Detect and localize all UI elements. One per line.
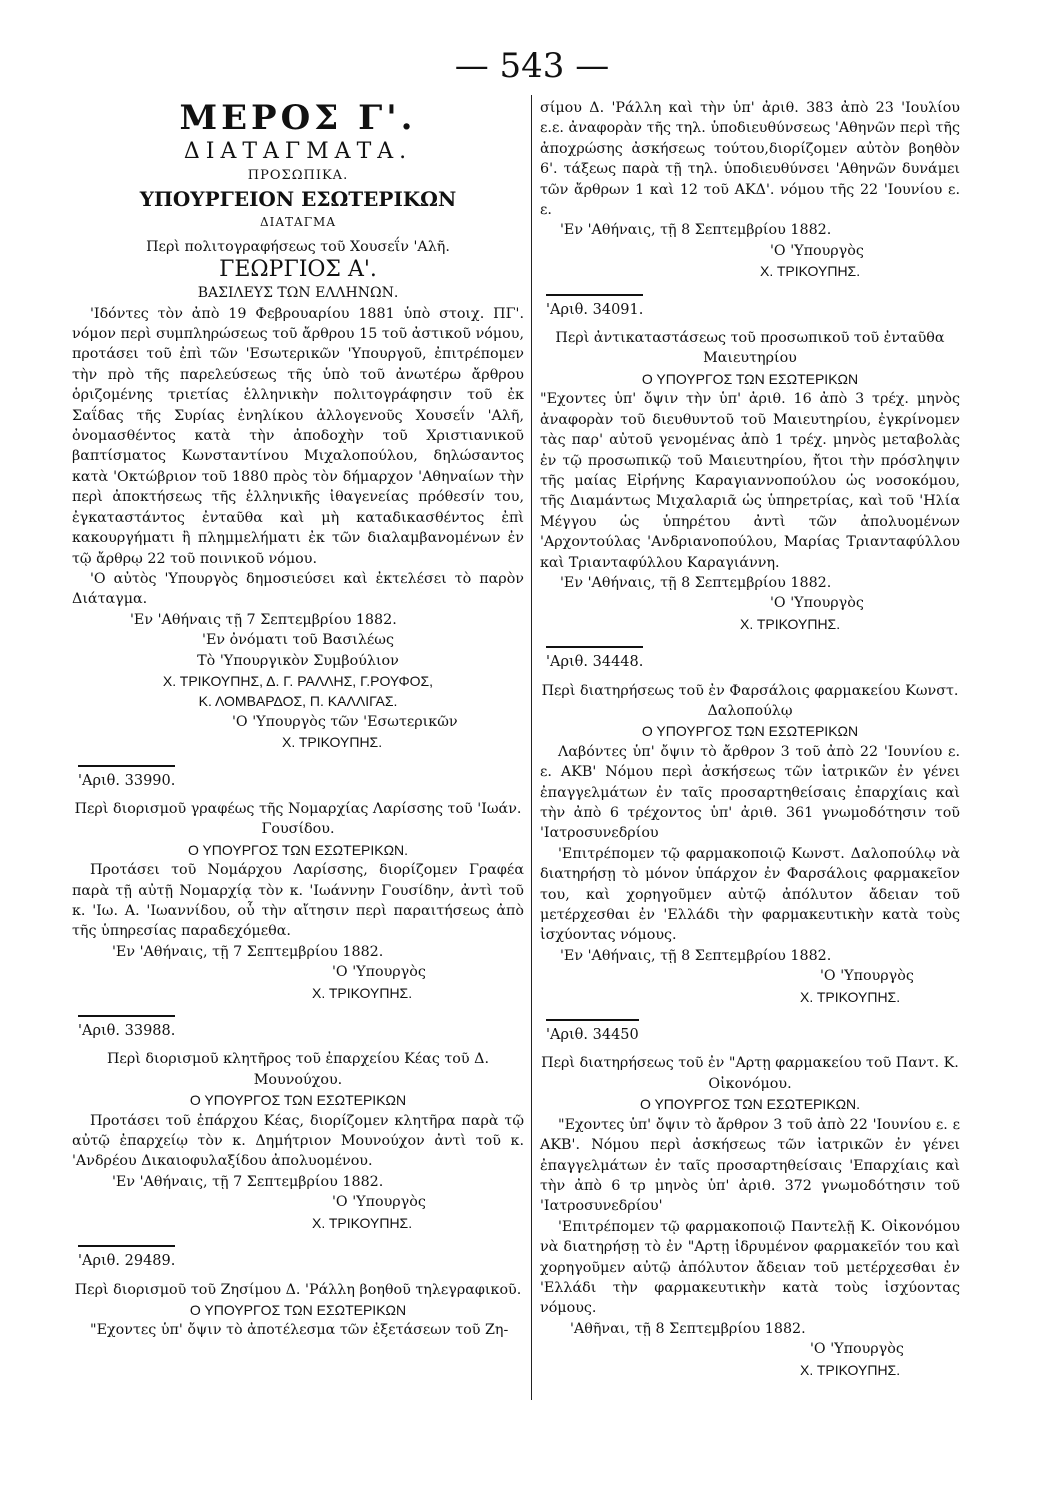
item-number: 'Αριθ. 29489. — [78, 1245, 175, 1271]
item-date: 'Εν 'Αθήναις, τῇ 7 Σεπτεμβρίου 1882. — [112, 1173, 384, 1190]
item-subject: Περὶ διορισμοῦ γραφέως τῆς Νομαρχίας Λαρίσσης τοῦ 'Ιωάν. Γουσίδου. — [74, 800, 522, 838]
continuation-signature: Χ. ΤΡΙΚΟΥΠΗΣ. — [760, 263, 861, 280]
item-signature: Χ. ΤΡΙΚΟΥΠΗΣ. — [740, 615, 841, 632]
item-date: 'Εν 'Αθήναις, τῇ 8 Σεπτεμβρίου 1882. — [560, 947, 832, 964]
item-minister: 'Ο 'Υπουργὸς — [770, 595, 864, 612]
continuation-minister: 'Ο 'Υπουργὸς — [770, 242, 864, 259]
item-minister: 'Ο 'Υπουργὸς — [332, 964, 426, 981]
item-number: 'Αριθ. 33990. — [78, 765, 175, 791]
item-body-2: 'Επιτρέπομεν τῷ φαρμακοποιῷ Κωνστ. Δαλοπούλῳ νὰ διατηρήσῃ τὸ μόνον ὑπάρχον ἐν Φαρσάλοις φαρμακεῖον του, καὶ χορηγοῦμεν αὐτῷ ἀπόλυτον ἄδειαν τοῦ μετέρχεσθαι ἐν 'Ελλάδι τὴν φαρμακευτικὴν κατὰ τοὺς ἰσχύοντας νόμους. — [540, 845, 960, 944]
item-ministry: Ο ΥΠΟΥΡΓΟΣ ΤΩΝ ΕΣΩΤΕΡΙΚΩΝ — [641, 370, 859, 387]
item-body: "Εχοντες ὑπ' ὄψιν τὴν ὑπ' ἀριθ. 16 ἀπὸ 3 τρέχ. μηνὸς ἀναφορὰν τοῦ διευθυντοῦ τοῦ Μαιευτηρίου, ἐγκρίνομεν τὰς παρ' αὐτοῦ γενομένας ἀπὸ 1 τρέχ. μηνὸς μεταβολὰς ἐν τῷ προσωπικῷ τοῦ Μαιευτηρίου, ἤτοι τὴν πρόσληψιν τῆς μαίας Εἰρήνης Καραγιαννοπούλου ὡς νοσοκόμου, τῆς Διαμάντως Μιχαλαριᾶ ὡς ὑπηρετρίας, καὶ τοῦ 'Ηλία Μέγγου ὡς ὑπηρέτου ἀντὶ τῶν ἀπολυομένων 'Αρχοντούλας 'Ανδριανοπούλου, Μαρίας Τριανταφύλλου καὶ Τριανταφύλλου Καραγιάννη. — [540, 391, 960, 571]
decree-signature: Χ. ΤΡΙΚΟΥΠΗΣ. — [282, 734, 383, 751]
item-body: "Εχοντες ὑπ' ὄψιν τὸ ἄρθρον 3 τοῦ ἀπὸ 22 'Ιουνίου ε. ε ΑΚΒ'. Νόμου περὶ ἀσκήσεως τῶν ἰατρικῶν ἐν γένει ἐπαγγελμάτων ἐν ταῖς προσαρτηθείσαις 'Επαρχίαις καὶ τὴν ἀπὸ 6 τρ μηνὸς ὑπ' ἀριθ. 372 γνωμοδότησιν τοῦ 'Ιατροσυνεδρίου' — [540, 1116, 960, 1215]
left-column — [72, 98, 524, 1341]
item-date: 'Αθῆναι, τῇ 8 Σεπτεμβρίου 1882. — [570, 1320, 806, 1337]
item-ministry: Ο ΥΠΟΥΡΓΟΣ ΤΩΝ ΕΣΩΤΕΡΙΚΩΝ. — [187, 841, 409, 858]
item-minister: 'Ο 'Υπουργὸς — [332, 1194, 426, 1211]
item-signature: Χ. ΤΡΙΚΟΥΠΗΣ. — [312, 1214, 413, 1231]
personal-heading: ΠΡΟΣΩΠΙΚΑ. — [247, 168, 349, 183]
page-number: — 543 — — [454, 46, 610, 86]
item-signature: Χ. ΤΡΙΚΟΥΠΗΣ. — [800, 988, 901, 1005]
continuation-body: σίμου Δ. 'Ράλλη καὶ τὴν ὑπ' ἀριθ. 383 ἀπὸ 23 'Ιουλίου ε.ε. ἀναφορὰν τῆς τηλ. ὑποδιευθύνσεως 'Αθηνῶν περὶ τῆς ἀποχρώσης ἀσκήσεως τούτου,διορίζομεν αὐτὸν βοηθὸν 6'. τάξεως παρὰ τῇ τηλ. ὑποδιευθύνσει 'Αθηνῶν δυνάμει τῶν ἄρθρων 1 καὶ 12 τοῦ ΑΚΔ'. νόμου τῆς 22 'Ιουνίου ε. ε. — [540, 100, 960, 219]
item-ministry: Ο ΥΠΟΥΡΓΟΣ ΤΩΝ ΕΣΩΤΕΡΙΚΩΝ — [189, 1301, 407, 1318]
item-date: 'Εν 'Αθήναις, τῇ 8 Σεπτεμβρίου 1882. — [560, 574, 832, 591]
item-signature: Χ. ΤΡΙΚΟΥΠΗΣ. — [800, 1361, 901, 1378]
item-minister: 'Ο 'Υπουργὸς — [810, 1341, 904, 1358]
minister-interior: 'Ο 'Υπουργὸς τῶν 'Εσωτερικῶν — [232, 713, 458, 730]
item-body: Λαβόντες ὑπ' ὄψιν τὸ ἄρθρον 3 τοῦ ἀπὸ 22 'Ιουνίου ε. ε. ΑΚΒ' Νόμου περὶ ἀσκήσεως τῶν ἰατρικῶν ἐν γένει ἐπαγγελμάτων ἐν ταῖς προσαρτηθείσαις ἐπαρχίαις καὶ τὴν ἀπὸ 6 τρέχοντος ὑπ' ἀριθ. 361 γνωμοδότησιν τοῦ 'Ιατροσυνεδρίου — [540, 743, 960, 842]
item-ministry: Ο ΥΠΟΥΡΓΟΣ ΤΩΝ ΕΣΩΤΕΡΙΚΩΝ — [641, 723, 859, 740]
part-title: ΜΕΡΟΣ Γ'. — [179, 98, 417, 138]
item-subject: Περὶ διατηρήσεως τοῦ ἐν Φαρσάλοις φαρμακείου Κωνστ. Δαλοπούλῳ — [541, 682, 959, 719]
item-subject: Περὶ διορισμοῦ τοῦ Ζησίμου Δ. 'Ράλλη βοηθοῦ τηλεγραφικοῦ. — [74, 1281, 522, 1298]
item-ministry: Ο ΥΠΟΥΡΓΟΣ ΤΩΝ ΕΣΩΤΕΡΙΚΩΝ — [189, 1092, 407, 1109]
item-ministry: Ο ΥΠΟΥΡΓΟΣ ΤΩΝ ΕΣΩΤΕΡΙΚΩΝ. — [639, 1096, 861, 1113]
item-minister: 'Ο 'Υπουργὸς — [820, 968, 914, 985]
item-number: 'Αριθ. 33988. — [78, 1015, 175, 1041]
in-name-of-king: 'Εν ὀνόματι τοῦ Βασιλέως — [202, 632, 394, 649]
right-column — [540, 98, 960, 1380]
item-body: "Εχοντες ὑπ' ὄψιν τὸ ἀποτέλεσμα τῶν ἐξετάσεων τοῦ Ζη- — [90, 1322, 509, 1339]
item-subject: Περὶ ἀντικαταστάσεως τοῦ προσωπικοῦ τοῦ ἐνταῦθα Μαιευτηρίου — [555, 330, 945, 367]
decree-subject: Περὶ πολιτογραφήσεως τοῦ Χουσεΐν 'Αλῆ. — [146, 238, 450, 255]
column-divider — [531, 95, 532, 1400]
item-number: 'Αριθ. 34450 — [546, 1019, 639, 1045]
ministerial-council: Τὸ 'Υπουργικὸν Συμβούλιον — [197, 652, 399, 669]
item-number: 'Αριθ. 34091. — [546, 294, 643, 320]
continuation-date: 'Εν 'Αθήναις, τῇ 8 Σεπτεμβρίου 1882. — [560, 222, 832, 239]
decree-body: 'Ιδόντες τὸν ἀπὸ 19 Φεβρουαρίου 1881 ὑπὸ στοιχ. ΠΓ'. νόμον περὶ συμπληρώσεως τοῦ ἄρθρου 15 τοῦ ἀστικοῦ νόμου, προτάσει τοῦ ἐπὶ τῶν 'Εσωτερικῶν 'Υπουργοῦ, ἐπιτρέπομεν τὴν πρὸ τῆς παρελεύσεως τῆς ὑπὸ τοῦ ἀνωτέρω ἄρθρου ὁριζομένης τριετίας ἑλληνικὴν πολιτογράφησιν τοῦ ἐκ Σαΐδας τῆς Συρίας ἐνηλίκου ἀλλογενοῦς Χουσεΐν 'Αλῆ, ὀνομασθέντος κατὰ τὴν ἀποδοχὴν τοῦ Χριστιανικοῦ βαπτίσματος Κωνσταντίνου Μιχαλοπούλου, δηλώσαντος κατὰ 'Οκτώβριον τοῦ 1880 πρὸς τὸν δήμαρχον 'Αθηναίων τὴν περὶ ἀποκτήσεως τῆς ἑλληνικῆς ἰθαγενείας πρόθεσίν του, ἐγκαταστάντος ἐνταῦθα καὶ μὴ καταδικασθέντος ἐπὶ κακουργήματι ἢ πλημμελήματι ἐκ τῶν διαλαμβανομένων ἐν τῷ ἄρθρῳ 22 τοῦ ποινικοῦ νόμου. — [72, 305, 524, 567]
item-body: Προτάσει τοῦ Νομάρχου Λαρίσσης, διορίζομεν Γραφέα παρὰ τῇ αὐτῇ Νομαρχίᾳ τὸν κ. 'Ιωάννην Γουσίδην, ἀντὶ τοῦ κ. 'Ιω. Α. 'Ιωαννίδου, οὗ τὴν αἴτησιν περὶ παραιτήσεως ἀπὸ τῆς ὑπηρεσίας παραδεχόμεθα. — [72, 862, 524, 940]
decrees-heading: ΔΙΑΤΑΓΜΑΤΑ. — [183, 139, 413, 164]
item-date: 'Εν 'Αθήναις, τῇ 7 Σεπτεμβρίου 1882. — [112, 943, 384, 960]
item-subject: Περὶ διατηρήσεως τοῦ ἐν "Αρτῃ φαρμακείου τοῦ Παντ. Κ. Οἰκονόμου. — [541, 1055, 959, 1092]
council-line-1: Χ. ΤΡΙΚΟΥΠΗΣ, Δ. Γ. ΡΑΛΛΗΣ, Γ.ΡΟΥΦΟΣ, — [162, 672, 434, 689]
decree-exec: 'Ο αὐτὸς 'Υπουργὸς δημοσιεύσει καὶ ἐκτελέσει τὸ παρὸν Διάταγμα. — [72, 570, 524, 608]
decree-label: ΔΙΑΤΑΓΜΑ — [259, 215, 337, 230]
king-title: ΒΑΣΙΛΕΥΣ ΤΩΝ ΕΛΛΗΝΩΝ. — [197, 285, 399, 302]
council-line-2: Κ. ΛΟΜΒΑΡΔΟΣ, Π. ΚΑΛΛΙΓΑΣ. — [198, 693, 398, 710]
ministry-heading: ΥΠΟΥΡΓΕΙΟΝ ΕΣΩΤΕΡΙΚΩΝ — [139, 187, 457, 212]
decree-date: 'Εν 'Αθήναις τῇ 7 Σεπτεμβρίου 1882. — [130, 611, 397, 628]
item-number: 'Αριθ. 34448. — [546, 646, 643, 672]
item-body: Προτάσει τοῦ ἐπάρχου Κέας, διορίζομεν κλητῆρα παρὰ τῷ αὐτῷ ἐπαρχείῳ τὸν κ. Δημήτριον Μουνούχον ἀντὶ τοῦ κ. 'Ανδρέου Δικαιοφυλαξίδου ἀπολυομένου. — [72, 1112, 524, 1170]
item-body-2: 'Επιτρέπομεν τῷ φαρμακοποιῷ Παντελῇ Κ. Οἰκονόμου νὰ διατηρήσῃ τὸ ἐν "Αρτῃ ἱδρυμένον φαρμακεῖόν του καὶ χορηγοῦμεν αὐτῷ ἀπόλυτον ἄδειαν τοῦ μετέρχεσθαι ἐν 'Ελλάδι τὴν φαρμακευτικὴν κατὰ τοὺς ἰσχύοντας νόμους. — [540, 1218, 960, 1317]
item-signature: Χ. ΤΡΙΚΟΥΠΗΣ. — [312, 984, 413, 1001]
king-name: ΓΕΩΡΓΙΟΣ Α'. — [219, 257, 377, 283]
item-subject: Περὶ διορισμοῦ κλητῆρος τοῦ ἐπαρχείου Κέας τοῦ Δ. Μουνούχου. — [106, 1051, 490, 1088]
